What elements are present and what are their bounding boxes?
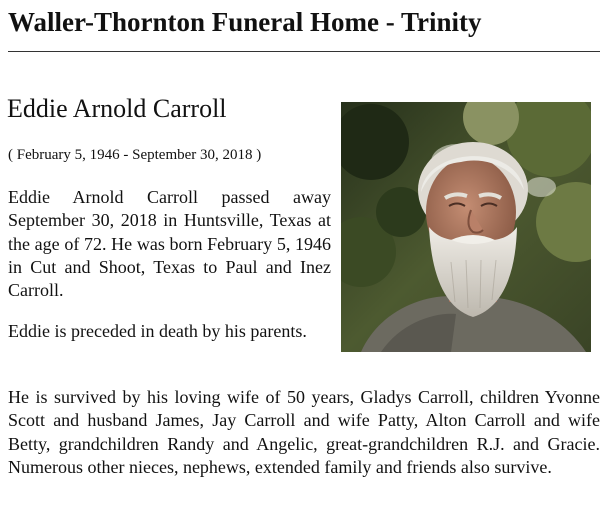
header-divider xyxy=(8,51,600,52)
life-dates: ( February 5, 1946 - September 30, 2018 ) xyxy=(8,147,262,163)
deceased-photo xyxy=(341,102,591,352)
obituary-paragraph: Eddie is preceded in death by his parents. xyxy=(8,321,307,341)
deceased-name: Eddie Arnold Carroll xyxy=(7,94,227,123)
site-title: Waller-Thornton Funeral Home - Trinity xyxy=(8,7,482,37)
obituary-paragraph: He is survived by his loving wife of 50 years, Gladys Carroll, children Yvonne Scott and husband James, Jay Carroll and wife Patty, Alton Carroll and wife Betty, grandchildren Randy and Angelic, great-grandchildren R.J. and Gracie. Numerous other nieces, nephews, extended family and friends also survive. xyxy=(8,387,600,477)
obituary-paragraph: Eddie Arnold Carroll passed away September 30, 2018 in Huntsville, Texas at the age of 72. He was born February 5, 1946 in Cut and Shoot, Texas to Paul and Inez Carroll. xyxy=(8,187,331,301)
